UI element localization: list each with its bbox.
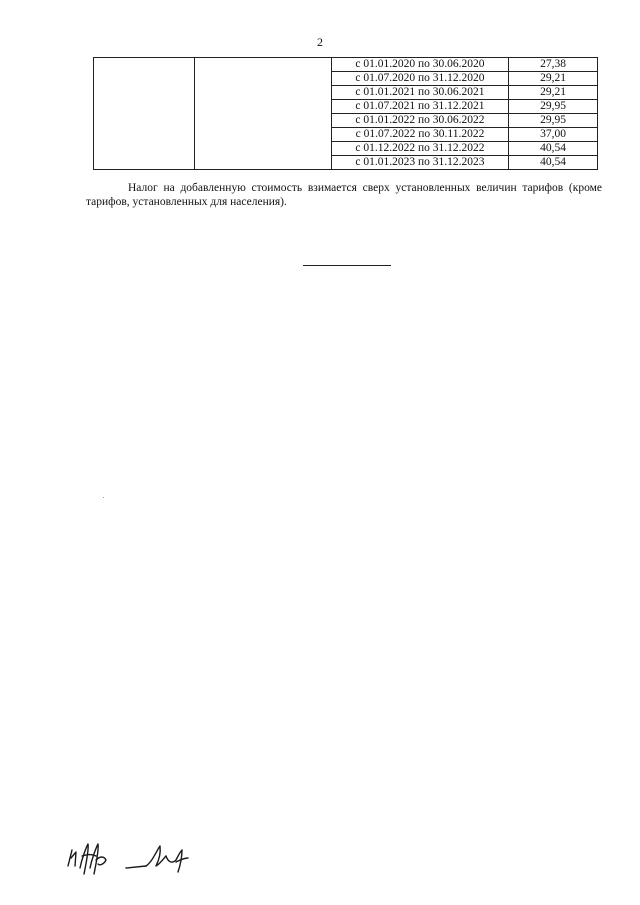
tariff-value-cell: 27,38 [509, 58, 598, 72]
period-cell: с 01.07.2021 по 31.12.2021 [332, 100, 509, 114]
period-cell: с 01.07.2020 по 31.12.2020 [332, 72, 509, 86]
tariff-value-cell: 40,54 [509, 142, 598, 156]
tariff-value-cell: 29,95 [509, 114, 598, 128]
scan-speck [103, 497, 104, 498]
period-cell: с 01.01.2022 по 30.06.2022 [332, 114, 509, 128]
tariff-table [93, 57, 598, 170]
tariff-value-cell: 40,54 [509, 156, 598, 170]
separator-line [303, 265, 391, 266]
blank-cell [195, 58, 332, 170]
period-cell: с 01.01.2021 по 30.06.2021 [332, 86, 509, 100]
period-cell: с 01.07.2022 по 30.11.2022 [332, 128, 509, 142]
tariff-value-cell: 29,21 [509, 86, 598, 100]
tariff-value-cell: 29,21 [509, 72, 598, 86]
tariff-value-cell: 29,95 [509, 100, 598, 114]
table-row [94, 58, 598, 72]
vat-note: Налог на добавленную стоимость взимается сверх установленных величин тарифов (кроме тарифов, установленных для населения). [86, 182, 602, 208]
period-cell: с 01.12.2022 по 31.12.2022 [332, 142, 509, 156]
page-number: 2 [317, 35, 323, 49]
blank-cell [94, 58, 195, 170]
signature-mark [66, 838, 206, 878]
tariff-value-cell: 37,00 [509, 128, 598, 142]
period-cell: с 01.01.2020 по 30.06.2020 [332, 58, 509, 72]
period-cell: с 01.01.2023 по 31.12.2023 [332, 156, 509, 170]
